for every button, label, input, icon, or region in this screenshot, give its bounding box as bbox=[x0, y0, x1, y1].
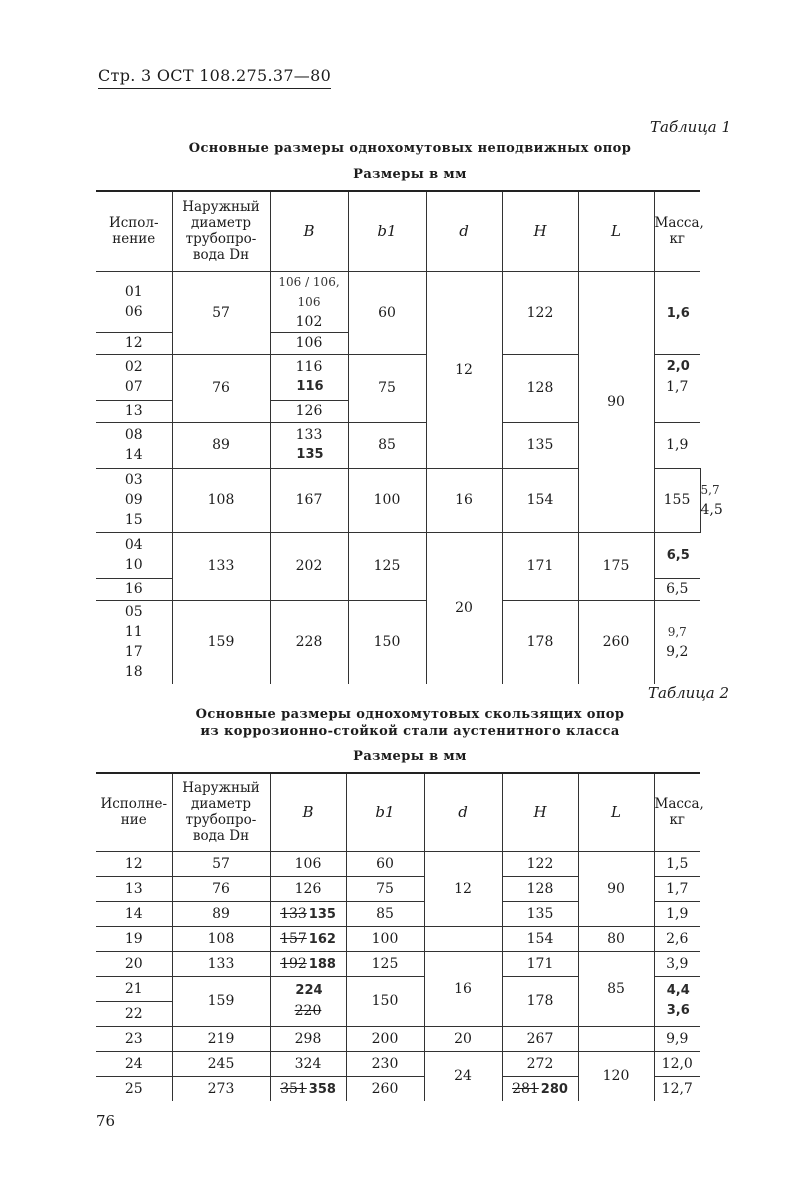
t1-header-L: L bbox=[578, 191, 654, 271]
t2-B: 224 220 bbox=[270, 976, 346, 1026]
t1-diameter: 89 bbox=[172, 422, 270, 468]
t2-B: 351 358 bbox=[270, 1076, 346, 1101]
t1-mass: 6,5 bbox=[654, 578, 700, 600]
t1-variants: 01 06 bbox=[96, 271, 172, 332]
t1-variants: 02 07 bbox=[96, 354, 172, 400]
table2-label: Таблица 2 bbox=[648, 684, 730, 702]
t1-B: 228 bbox=[270, 600, 348, 684]
t1-B: 106 / 106, 106 102 bbox=[270, 271, 348, 332]
t2-header-mass: Масса, кг bbox=[654, 773, 700, 851]
t2-variant: 14 bbox=[96, 901, 172, 926]
t2-header-B: B bbox=[270, 773, 346, 851]
t1-B: 202 bbox=[270, 532, 348, 600]
table1-label: Таблица 1 bbox=[650, 118, 732, 136]
t1-variant: 16 bbox=[96, 578, 172, 600]
t2-H: 122 bbox=[502, 851, 578, 876]
t1-header-B: B bbox=[270, 191, 348, 271]
t1-header-variant: Испол-нение bbox=[96, 191, 172, 271]
t2-b1: 85 bbox=[346, 901, 424, 926]
t1-diameter: 159 bbox=[172, 600, 270, 684]
t2-H: 154 bbox=[502, 926, 578, 951]
t1-mass: 6,5 bbox=[654, 532, 700, 578]
t1-B: 106 bbox=[270, 332, 348, 354]
t1-H: 171 bbox=[502, 532, 578, 600]
t1-L: 155 bbox=[654, 468, 700, 532]
t1-diameter: 108 bbox=[172, 468, 270, 532]
t1-H: 122 bbox=[502, 271, 578, 354]
t1-diameter: 76 bbox=[172, 354, 270, 422]
t2-d-empty bbox=[424, 926, 502, 951]
t2-variant: 21 bbox=[96, 976, 172, 1001]
t1-B: 167 bbox=[270, 468, 348, 532]
t2-variant: 13 bbox=[96, 876, 172, 901]
t2-diameter: 273 bbox=[172, 1076, 270, 1101]
t1-H: 154 bbox=[502, 468, 578, 532]
t2-H: 178 bbox=[502, 976, 578, 1026]
t2-mass: 12,7 bbox=[654, 1076, 700, 1101]
t2-mass: 12,0 bbox=[654, 1051, 700, 1076]
t2-header-variant: Исполне-ние bbox=[96, 773, 172, 851]
page-header: Стр. 3 ОСТ 108.275.37—80 bbox=[98, 66, 331, 89]
t2-header-d: d bbox=[424, 773, 502, 851]
t2-B: 106 bbox=[270, 851, 346, 876]
t1-L: 175 bbox=[578, 532, 654, 600]
t2-diameter: 245 bbox=[172, 1051, 270, 1076]
t2-B: 126 bbox=[270, 876, 346, 901]
t1-H: 135 bbox=[502, 422, 578, 468]
t1-b1: 100 bbox=[348, 468, 426, 532]
t1-variants: 05 11 17 18 bbox=[96, 600, 172, 684]
t1-mass: 2,0 1,7 bbox=[654, 354, 700, 400]
t2-L-empty bbox=[578, 1026, 654, 1051]
t2-b1: 230 bbox=[346, 1051, 424, 1076]
t2-diameter: 89 bbox=[172, 901, 270, 926]
t2-diameter: 57 bbox=[172, 851, 270, 876]
t2-b1: 150 bbox=[346, 976, 424, 1026]
t2-d: 20 bbox=[424, 1026, 502, 1051]
t2-variant: 24 bbox=[96, 1051, 172, 1076]
t2-L: 85 bbox=[578, 951, 654, 1026]
t2-variant: 12 bbox=[96, 851, 172, 876]
t2-L: 80 bbox=[578, 926, 654, 951]
t2-header-H: H bbox=[502, 773, 578, 851]
t2-B: 324 bbox=[270, 1051, 346, 1076]
t2-mass: 2,6 bbox=[654, 926, 700, 951]
t2-mass: 1,7 bbox=[654, 876, 700, 901]
t2-H: 281 280 bbox=[502, 1076, 578, 1101]
t2-b1: 60 bbox=[346, 851, 424, 876]
t2-H: 171 bbox=[502, 951, 578, 976]
t2-H: 135 bbox=[502, 901, 578, 926]
t1-L: 90 bbox=[578, 271, 654, 532]
t2-H: 128 bbox=[502, 876, 578, 901]
table2-units: Размеры в мм bbox=[353, 749, 467, 764]
t1-B: 133 135 bbox=[270, 422, 348, 468]
table1: Испол-нение Наружный диаметр трубопро-вода Dн B b1 d H L Масса, кг 01 06 57 106 / 106, 106 102 60 12 122 90 1,6 12 106 02 07 76 116 116 75 128 2,0 1,7 13 126 08 14 89 133 135 85 135 1,9 03 09 15 108 167 100 16 154 155 5,7 4,5 04 10 133 202 125 20 171 175 6,5 16 6,5 05 11 17 18 159 228 150 178 260 9,7 9,2 bbox=[96, 190, 700, 684]
t2-variant: 20 bbox=[96, 951, 172, 976]
page-number: 76 bbox=[96, 1112, 116, 1130]
t2-b1: 200 bbox=[346, 1026, 424, 1051]
t2-mass: 3,9 bbox=[654, 951, 700, 976]
t1-mass-empty bbox=[654, 400, 700, 422]
t2-diameter: 159 bbox=[172, 976, 270, 1026]
t1-L: 260 bbox=[578, 600, 654, 684]
t2-variant: 19 bbox=[96, 926, 172, 951]
t2-variant: 25 bbox=[96, 1076, 172, 1101]
t2-header-b1: b1 bbox=[346, 773, 424, 851]
table1-title: Основные размеры однохомутовых неподвижных опор bbox=[188, 141, 632, 156]
t2-diameter: 108 bbox=[172, 926, 270, 951]
t1-variant: 13 bbox=[96, 400, 172, 422]
t1-variants: 04 10 bbox=[96, 532, 172, 578]
t2-b1: 75 bbox=[346, 876, 424, 901]
t2-d: 16 bbox=[424, 951, 502, 1026]
t2-variant: 23 bbox=[96, 1026, 172, 1051]
t1-mass: 9,7 9,2 bbox=[654, 600, 700, 684]
t1-d: 20 bbox=[426, 532, 502, 684]
t2-header-diameter: Наружный диаметр трубопро-вода Dн bbox=[172, 773, 270, 851]
t1-b1: 75 bbox=[348, 354, 426, 422]
t2-diameter: 76 bbox=[172, 876, 270, 901]
t1-mass: 1,6 bbox=[654, 271, 700, 354]
t1-b1: 150 bbox=[348, 600, 426, 684]
t2-diameter: 133 bbox=[172, 951, 270, 976]
t2-b1: 260 bbox=[346, 1076, 424, 1101]
t1-b1: 125 bbox=[348, 532, 426, 600]
t2-d: 24 bbox=[424, 1051, 502, 1101]
t2-L: 90 bbox=[578, 851, 654, 926]
t1-mass: 1,9 bbox=[654, 422, 700, 468]
t1-header-d: d bbox=[426, 191, 502, 271]
t1-header-diameter: Наружный диаметр трубопро-вода Dн bbox=[172, 191, 270, 271]
t2-header-L: L bbox=[578, 773, 654, 851]
t2-variant: 22 bbox=[96, 1001, 172, 1026]
t1-H: 178 bbox=[502, 600, 578, 684]
t2-b1: 100 bbox=[346, 926, 424, 951]
t2-H: 267 bbox=[502, 1026, 578, 1051]
table2 bbox=[96, 772, 704, 1101]
t2-B: 157 162 bbox=[270, 926, 346, 951]
t2-mass: 9,9 bbox=[654, 1026, 700, 1051]
t1-b1: 85 bbox=[348, 422, 426, 468]
t1-b1: 60 bbox=[348, 271, 426, 354]
t1-d: 12 bbox=[426, 271, 502, 468]
t1-header-b1: b1 bbox=[348, 191, 426, 271]
t2-mass: 1,5 bbox=[654, 851, 700, 876]
t2-diameter: 219 bbox=[172, 1026, 270, 1051]
t1-diameter: 133 bbox=[172, 532, 270, 600]
t1-B: 116 116 bbox=[270, 354, 348, 400]
t2-mass: 1,9 bbox=[654, 901, 700, 926]
t1-variants: 08 14 bbox=[96, 422, 172, 468]
t2-B: 298 bbox=[270, 1026, 346, 1051]
t2-L: 120 bbox=[578, 1051, 654, 1101]
t2-B: 133 135 bbox=[270, 901, 346, 926]
t2-B: 192 188 bbox=[270, 951, 346, 976]
table2-title-line1: Основные размеры однохомутовых скользящих опор bbox=[195, 707, 625, 722]
t1-header-H: H bbox=[502, 191, 578, 271]
t1-B: 126 bbox=[270, 400, 348, 422]
t1-header-mass: Масса, кг bbox=[654, 191, 700, 271]
t1-variants: 03 09 15 bbox=[96, 468, 172, 532]
t1-d: 16 bbox=[426, 468, 502, 532]
table1-units: Размеры в мм bbox=[353, 167, 467, 182]
t2-d: 12 bbox=[424, 851, 502, 926]
table2-title-line2: из коррозионно-стойкой стали аустенитного класса bbox=[200, 724, 620, 739]
t2-H: 272 bbox=[502, 1051, 578, 1076]
t1-diameter: 57 bbox=[172, 271, 270, 354]
t2-mass: 4,4 3,6 bbox=[654, 976, 700, 1026]
t1-H: 128 bbox=[502, 354, 578, 422]
t1-variant: 12 bbox=[96, 332, 172, 354]
t2-b1: 125 bbox=[346, 951, 424, 976]
